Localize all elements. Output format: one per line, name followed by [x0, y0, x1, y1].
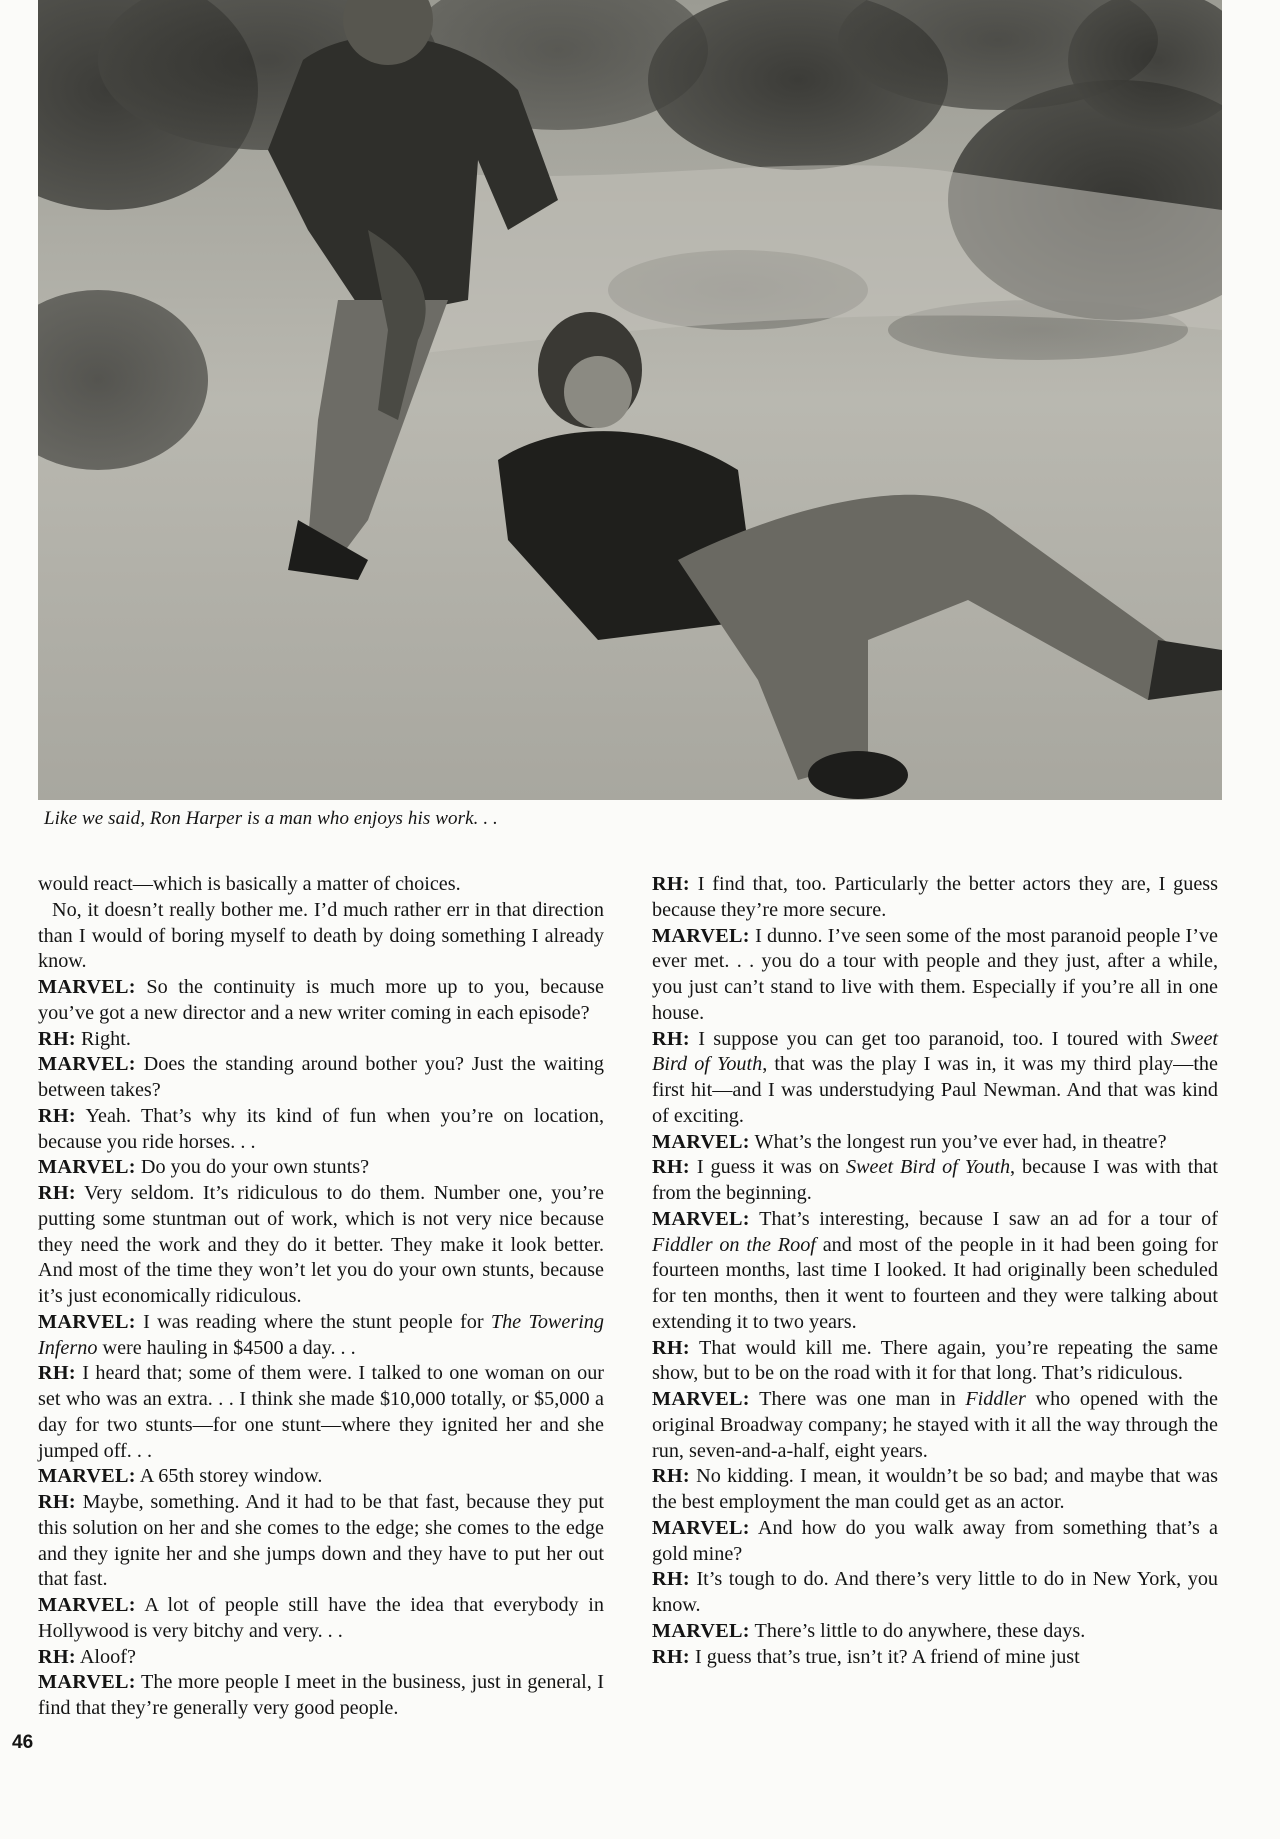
- interview-paragraph: [38, 975, 604, 1027]
- paragraph-text: Very seldom. It’s ridiculous to do them. Number one, you’re putting some stuntman out of work, which is not very nice because they need the work and they do it better. They make it look better. And most of the time they won’t let you do your own stunts, because it’s just economically ridiculous.: [38, 1182, 604, 1307]
- paragraph-text: Do you do your own stunts?: [140, 1156, 370, 1179]
- paragraph-text: I guess it was on: [696, 1156, 846, 1179]
- italic-title: Fiddler on the Roof: [652, 1233, 816, 1256]
- paragraph-text: What’s the longest run you’ve ever had, in theatre?: [754, 1130, 1167, 1153]
- interview-paragraph: [652, 1336, 1218, 1388]
- interview-paragraph: [652, 1619, 1218, 1645]
- paragraph-text: A lot of people still have the idea that everybody in Hollywood is very bitchy and very. . .: [38, 1594, 604, 1642]
- interview-paragraph: [38, 1361, 604, 1464]
- paragraph-text: I find that, too. Particularly the better actors they are, I guess because they’re more secure.: [652, 873, 1218, 921]
- speaker-label: MARVEL:: [38, 976, 136, 998]
- interview-paragraph: [652, 1464, 1218, 1516]
- speaker-label: MARVEL:: [38, 1594, 136, 1616]
- interview-paragraph: [38, 1181, 604, 1310]
- paragraph-text: who opened with the original Broadway company; he stayed with it all the way through the run, seven-and-a-half, eight years.: [652, 1388, 1218, 1462]
- interview-paragraph: [652, 1387, 1218, 1464]
- interview-paragraph: [38, 1593, 604, 1645]
- paragraph-text: Maybe, something. And it had to be that fast, because they put this solution on her and she comes to the edge; she comes to the edge and they ignite her and she jumps down and they have to put her out that fast.: [38, 1491, 604, 1591]
- interview-paragraph: [38, 872, 604, 898]
- page-number: 46: [12, 1732, 34, 1753]
- speaker-label: RH:: [652, 1156, 690, 1179]
- paragraph-text: would react—which is basically a matter of choices.: [38, 873, 461, 895]
- speaker-label: MARVEL:: [652, 1516, 750, 1539]
- speaker-label: RH:: [38, 1182, 76, 1204]
- paragraph-text: , because I was with that from the beginning.: [652, 1156, 1219, 1204]
- interview-paragraph: [652, 924, 1218, 1027]
- interview-paragraph: [38, 1464, 604, 1490]
- interview-paragraph: [38, 1670, 604, 1722]
- paragraph-text: So the continuity is much more up to you, because you’ve got a new director and a new writer coming in each episode?: [38, 976, 605, 1024]
- paragraph-text: I suppose you can get too paranoid, too. I toured with: [698, 1027, 1171, 1050]
- paragraph-text: Does the standing around bother you? Just the waiting between takes?: [38, 1053, 605, 1101]
- paragraph-text: Aloof?: [79, 1645, 136, 1668]
- paragraph-text: That would kill me. There again, you’re repeating the same show, but to be on the road with it for that long. That’s ridiculous.: [652, 1336, 1218, 1385]
- interview-paragraph: [652, 1027, 1218, 1130]
- paragraph-text: And how do you walk away from something that’s a gold mine?: [652, 1516, 1218, 1565]
- interview-paragraph: [38, 1155, 604, 1181]
- interview-column-right: [652, 872, 1218, 1670]
- interview-paragraph: [652, 1155, 1218, 1207]
- speaker-label: MARVEL:: [652, 1619, 750, 1642]
- speaker-label: RH:: [652, 1465, 690, 1488]
- photo-illustration: [38, 0, 1222, 800]
- speaker-label: MARVEL:: [652, 924, 750, 947]
- paragraph-text: There’s little to do anywhere, these days.: [754, 1619, 1086, 1642]
- speaker-label: MARVEL:: [38, 1310, 136, 1333]
- interview-paragraph: [38, 1490, 604, 1593]
- italic-title: The Towering Inferno: [38, 1310, 604, 1359]
- article-photo: [38, 0, 1222, 800]
- interview-paragraph: [652, 1207, 1218, 1336]
- paragraph-text: I heard that; some of them were. I talked to one woman on our set who was an extra. . . I think she made $10,000 totally, or $5,000 a day for two stunts—for one stunt—where they ignited her and she jumped off. . .: [38, 1362, 605, 1462]
- speaker-label: MARVEL:: [38, 1156, 136, 1179]
- speaker-label: RH:: [652, 873, 690, 895]
- paragraph-text: That’s interesting, because I saw an ad for a tour of: [759, 1207, 1218, 1230]
- italic-title: Fiddler: [965, 1388, 1026, 1410]
- speaker-label: RH:: [38, 1104, 76, 1127]
- paragraph-text: were hauling in $4500 a day. . .: [97, 1336, 356, 1359]
- paragraph-text: and most of the people in it had been going for fourteen months, last time I looked. It had originally been scheduled for ten months, then it went to fourteen and they were talking about extending it to two years.: [652, 1233, 1218, 1333]
- speaker-label: RH:: [652, 1027, 690, 1050]
- speaker-label: RH:: [38, 1645, 76, 1668]
- italic-title: Sweet Bird of Youth: [652, 1027, 1219, 1076]
- speaker-label: RH:: [38, 1027, 76, 1050]
- speaker-label: MARVEL:: [38, 1053, 136, 1076]
- paragraph-text: The more people I meet in the business, just in general, I find that they’re generally very good people.: [38, 1671, 604, 1719]
- interview-paragraph: [652, 1567, 1218, 1619]
- interview-paragraph: [38, 1310, 604, 1362]
- paragraph-text: I dunno. I’ve seen some of the most paranoid people I’ve ever met. . . you do a tour with people and they just, after a while, you just can’t stand to live with them. Especially if you’re all in one house.: [652, 924, 1219, 1024]
- interview-paragraph: [38, 1052, 604, 1104]
- speaker-label: MARVEL:: [652, 1388, 750, 1410]
- speaker-label: RH:: [38, 1362, 76, 1385]
- paragraph-text: It’s tough to do. And there’s very little to do in New York, you know.: [652, 1568, 1219, 1616]
- interview-column-left: [38, 872, 604, 1722]
- interview-paragraph: [38, 898, 604, 975]
- paragraph-text: No kidding. I mean, it wouldn’t be so bad; and maybe that was the best employment the man could get as an actor.: [652, 1465, 1219, 1513]
- interview-paragraph: [38, 1104, 604, 1156]
- italic-title: Sweet Bird of Youth: [846, 1156, 1011, 1179]
- paragraph-text: Right.: [80, 1027, 131, 1050]
- interview-paragraph: [38, 1027, 604, 1053]
- speaker-label: RH:: [38, 1491, 76, 1513]
- paragraph-text: There was one man in: [759, 1388, 966, 1410]
- speaker-label: MARVEL:: [652, 1207, 750, 1230]
- speaker-label: RH:: [652, 1568, 690, 1591]
- speaker-label: RH:: [652, 1645, 690, 1668]
- interview-paragraph: [652, 1516, 1218, 1568]
- speaker-label: MARVEL:: [652, 1130, 750, 1153]
- paragraph-text: I was reading where the stunt people for: [143, 1310, 491, 1333]
- interview-paragraph: [652, 872, 1218, 924]
- speaker-label: MARVEL:: [38, 1671, 136, 1694]
- interview-paragraph: [652, 1645, 1218, 1671]
- paragraph-text: No, it doesn’t really bother me. I’d much rather err in that direction than I would of boring myself to death by doing something I already know.: [38, 898, 604, 973]
- photo-caption: Like we said, Ron Harper is a man who enjoys his work. . .: [44, 808, 498, 829]
- speaker-label: RH:: [652, 1336, 690, 1359]
- paragraph-text: A 65th storey window.: [139, 1465, 323, 1488]
- speaker-label: MARVEL:: [38, 1465, 136, 1488]
- interview-paragraph: [652, 1130, 1218, 1156]
- paragraph-text: I guess that’s true, isn’t it? A friend of mine just: [694, 1645, 1080, 1668]
- paragraph-text: Yeah. That’s why its kind of fun when you’re on location, because you ride horses. . .: [38, 1104, 604, 1153]
- interview-paragraph: [38, 1645, 604, 1671]
- paragraph-text: , that was the play I was in, it was my third play—the first hit—and I was understudying Paul Newman. And that was kind of exciting.: [652, 1053, 1218, 1127]
